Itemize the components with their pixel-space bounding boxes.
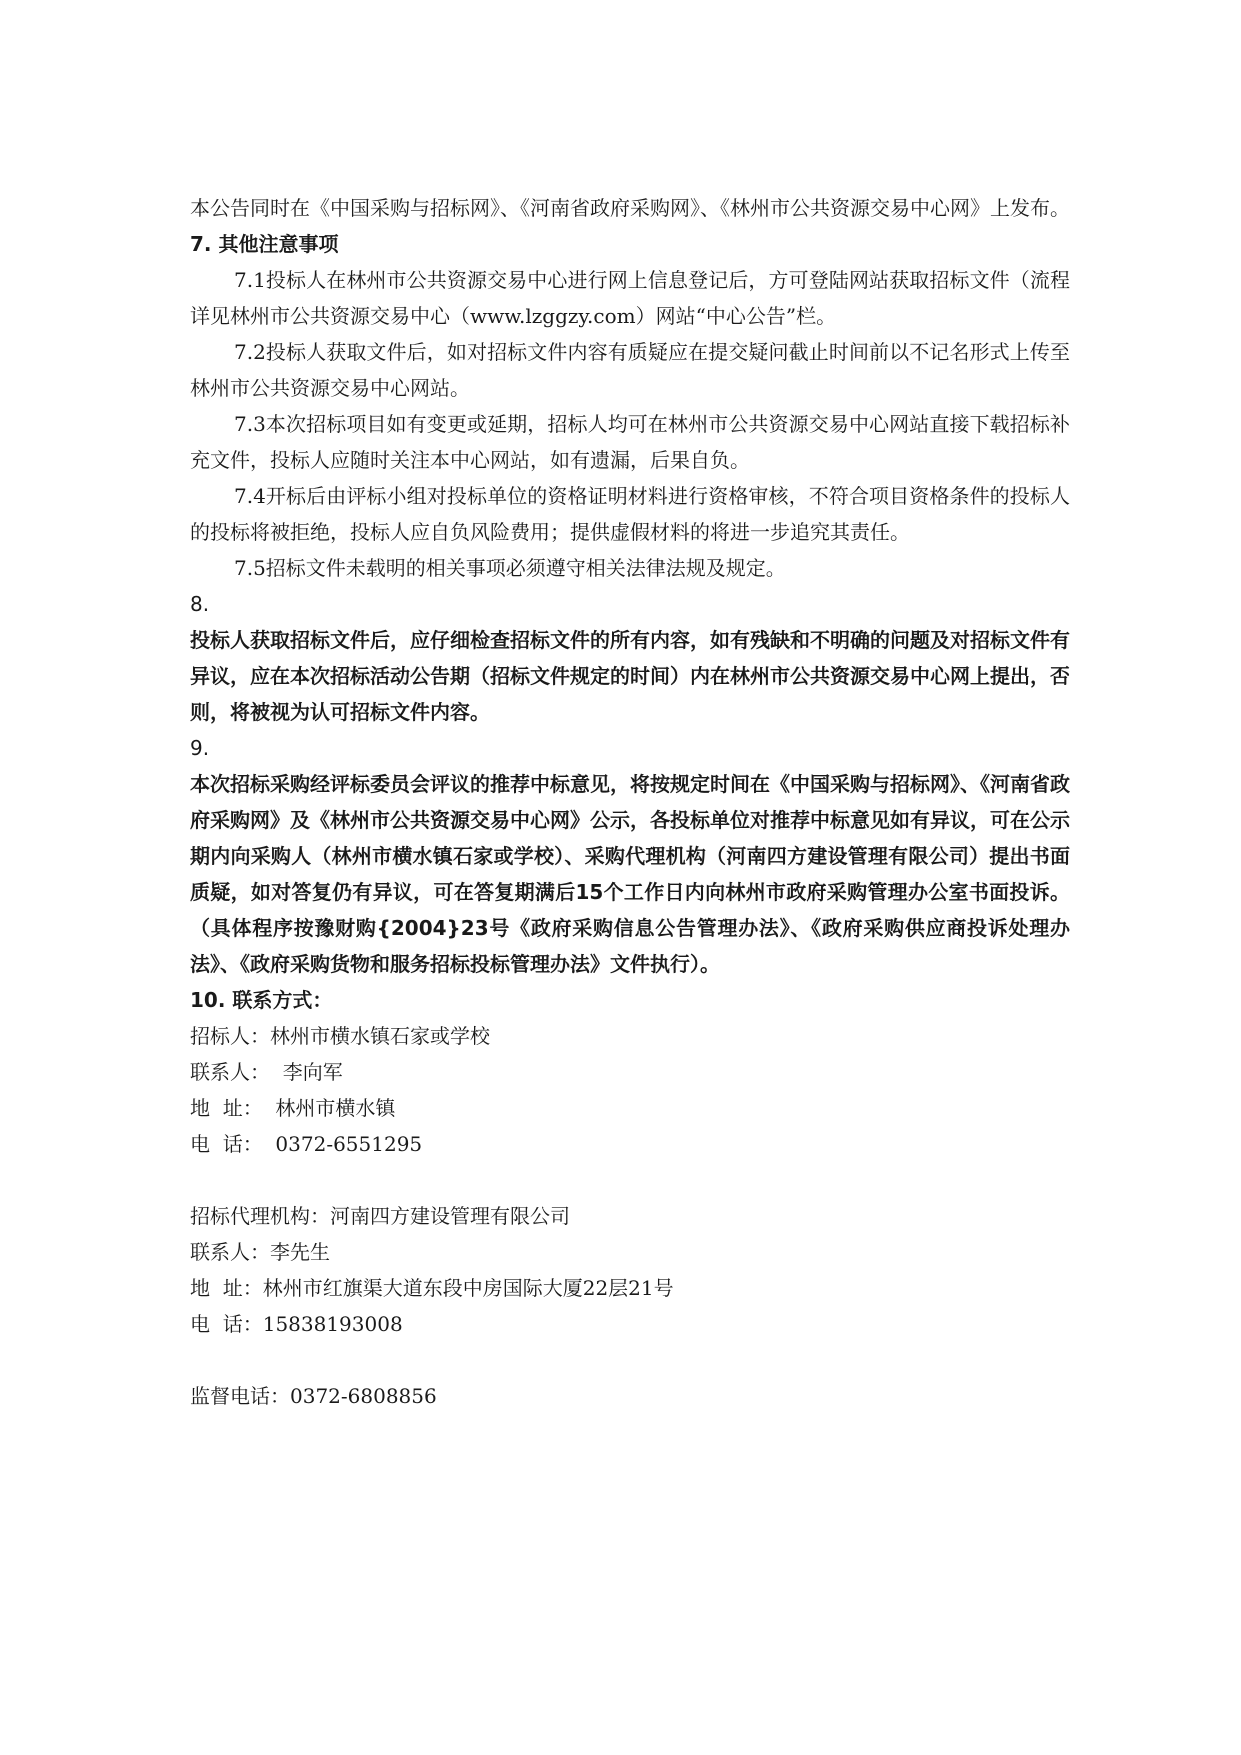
section7-item-1: 7.1投标人在林州市公共资源交易中心进行网上信息登记后，方可登陆网站获取招标文件（流程详见林州市公共资源交易中心（www.lzggzy.com）网站“中心公告”栏。 — [190, 268, 1070, 328]
agency-contact: 联系人：李先生 — [190, 1240, 330, 1264]
section7-heading: 7. 其他注意事项 — [190, 232, 339, 256]
spacer — [190, 1342, 1070, 1378]
agency-name: 招标代理机构：河南四方建设管理有限公司 — [190, 1204, 570, 1228]
section7-item-4: 7.4开标后由评标小组对投标单位的资格证明材料进行资格审核，不符合项目资格条件的投标人的投标将被拒绝，投标人应自负风险费用；提供虚假材料的将进一步追究其责任。 — [190, 484, 1070, 544]
section7-item-2: 7.2投标人获取文件后，如对招标文件内容有质疑应在提交疑问截止时间前以不记名形式上传至林州市公共资源交易中心网站。 — [190, 340, 1070, 400]
document-page — [190, 190, 1070, 1414]
section9-text: 本次招标采购经评标委员会评议的推荐中标意见，将按规定时间在《中国采购与招标网》、《河南省政府采购网》及《林州市公共资源交易中心网》公示，各投标单位对推荐中标意见如有异议，可在公示期内向采购人（林州市横水镇石家或学校）、采购代理机构（河南四方建设管理有限公司）提出书面质疑，如对答复仍有异议，可在答复期满后15个工作日内向林州市政府采购管理办公室书面投诉。（具体程序按豫财购{2004}23号《政府采购信息公告管理办法》、《政府采购供应商投诉处理办法》、《政府采购货物和服务招标投标管理办法》文件执行）。 — [190, 772, 1070, 976]
tenderer-name: 招标人：林州市横水镇石家或学校 — [190, 1024, 490, 1048]
section7-item-3: 7.3本次招标项目如有变更或延期，招标人均可在林州市公共资源交易中心网站直接下载招标补充文件，投标人应随时关注本中心网站，如有遗漏，后果自负。 — [190, 412, 1070, 472]
section10-heading: 10. 联系方式： — [190, 988, 333, 1012]
supervision-phone: 监督电话：0372-6808856 — [190, 1384, 437, 1408]
section8-text: 投标人获取招标文件后，应仔细检查招标文件的所有内容，如有残缺和不明确的问题及对招标文件有异议，应在本次招标活动公告期（招标文件规定的时间）内在林州市公共资源交易中心网上提出，否则，将被视为认可招标文件内容。 — [190, 628, 1070, 724]
tenderer-contact: 联系人： 李向军 — [190, 1060, 343, 1084]
intro-paragraph: 本公告同时在《中国采购与招标网》、《河南省政府采购网》、《林州市公共资源交易中心网》上发布。 — [190, 196, 1070, 220]
section9-number: 9. — [190, 736, 210, 760]
agency-phone: 电 话：15838193008 — [190, 1312, 403, 1336]
section7-item-5: 7.5招标文件未载明的相关事项必须遵守相关法律法规及规定。 — [234, 556, 786, 580]
section8-number: 8. — [190, 592, 210, 616]
spacer — [190, 1162, 1070, 1198]
tenderer-address: 地 址： 林州市横水镇 — [190, 1096, 396, 1120]
agency-address: 地 址：林州市红旗渠大道东段中房国际大厦22层21号 — [190, 1276, 674, 1300]
tenderer-phone: 电 话： 0372-6551295 — [190, 1132, 423, 1156]
